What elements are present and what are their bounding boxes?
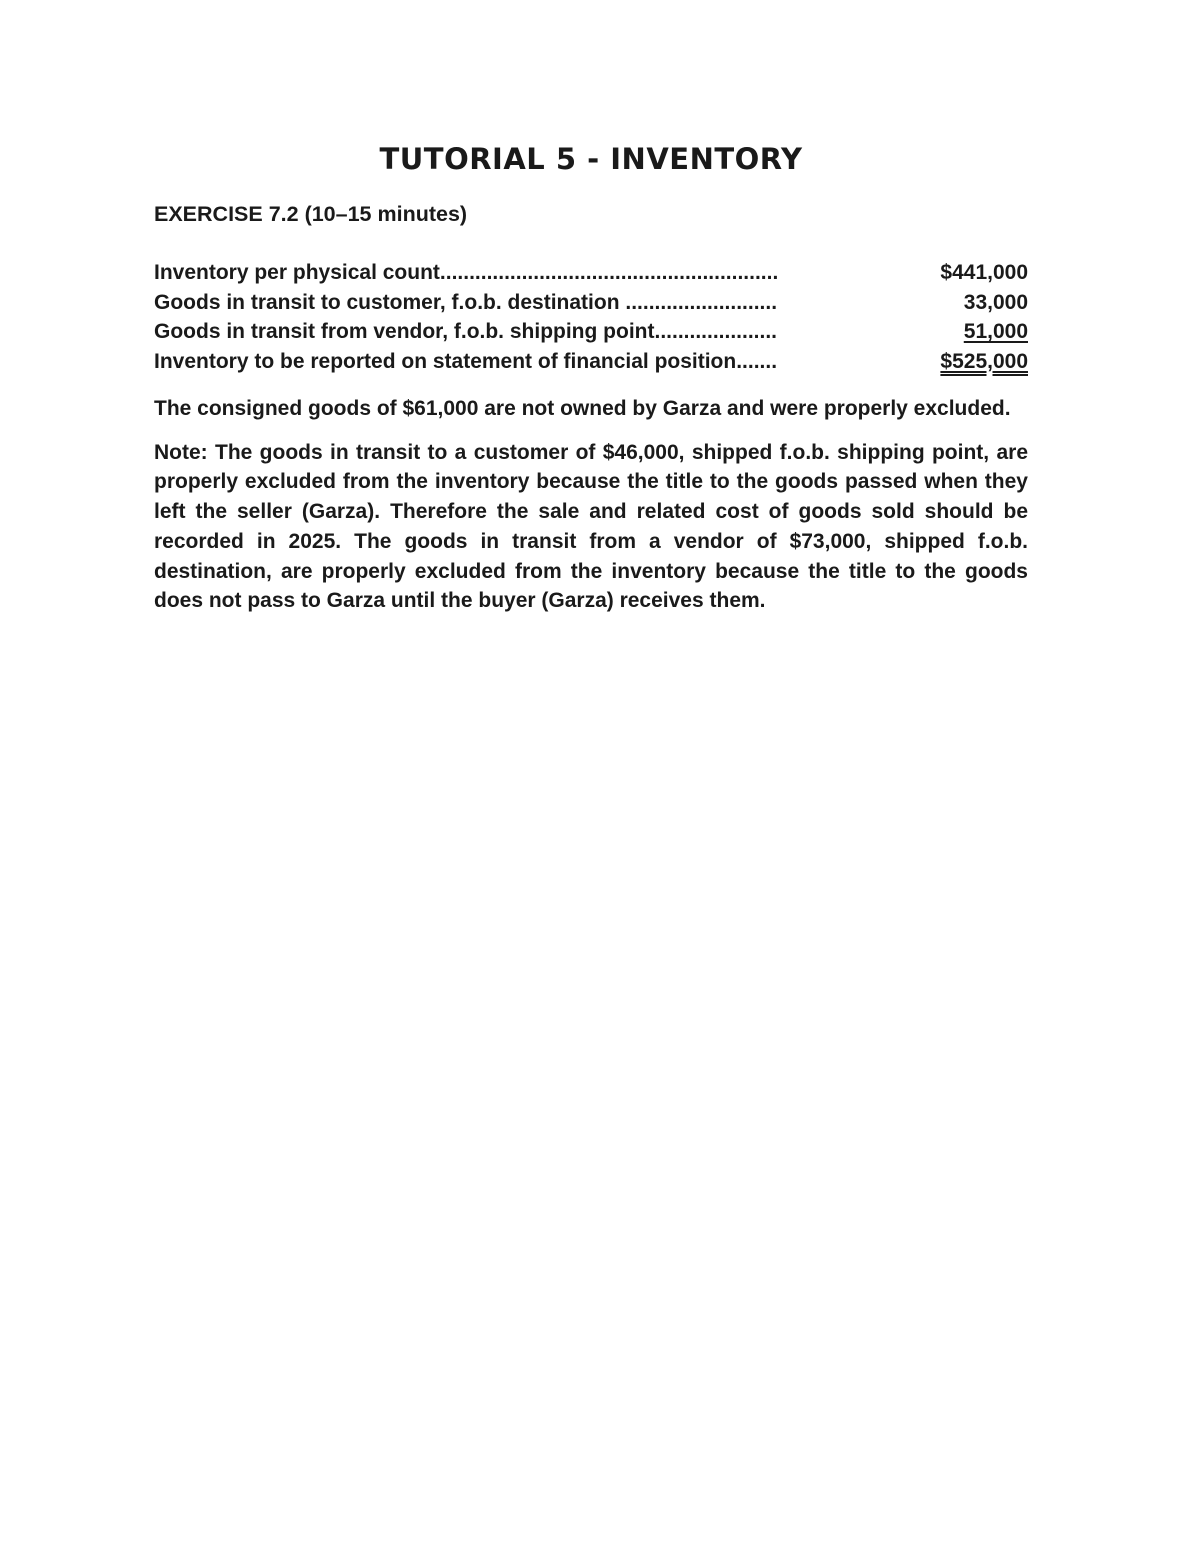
schedule-label: Inventory to be reported on statement of financial position....... (154, 349, 778, 373)
exercise-heading: EXERCISE 7.2 (10–15 minutes) (154, 202, 468, 226)
schedule-label: Goods in transit from vendor, f.o.b. shipping point..................... (154, 320, 778, 343)
schedule-label: Inventory per physical count.......................................................... (154, 261, 779, 284)
schedule-amount: 33,000 (963, 290, 1028, 314)
consigned-goods-paragraph: The consigned goods of $61,000 are not owned by Garza and were properly excluded. (154, 397, 1011, 420)
schedule-amount: $441,000 (940, 261, 1028, 284)
schedule-row-transit-from-vendor (154, 317, 1028, 347)
note-paragraph: Note: The goods in transit to a customer of $46,000, shipped f.o.b. shipping point, are properly excluded from the inventory because the title to the goods passed when they left the seller (Garza). Therefore the sale and related cost of goods sold should be recorded in 2025. The goods in transit from a vendor of $73,000, shipped f.o.b. destination, are properly excluded from the inventory because the title to the goods does not pass to Garza until the buyer (Garza) receives them. (154, 440, 1028, 613)
document-title: TUTORIAL 5 - INVENTORY (379, 142, 803, 176)
schedule-label: Goods in transit to customer, f.o.b. destination .......................... (154, 290, 778, 314)
schedule-row-transit-to-customer (154, 288, 1028, 318)
inventory-schedule (154, 258, 1028, 376)
schedule-row-physical-count (154, 258, 1028, 288)
schedule-amount-total-double-underlined: $525,000 (940, 349, 1028, 373)
schedule-row-total-inventory (154, 347, 1028, 377)
schedule-amount-subtotal-underlined: 51,000 (963, 320, 1028, 343)
document-content (154, 140, 1028, 616)
